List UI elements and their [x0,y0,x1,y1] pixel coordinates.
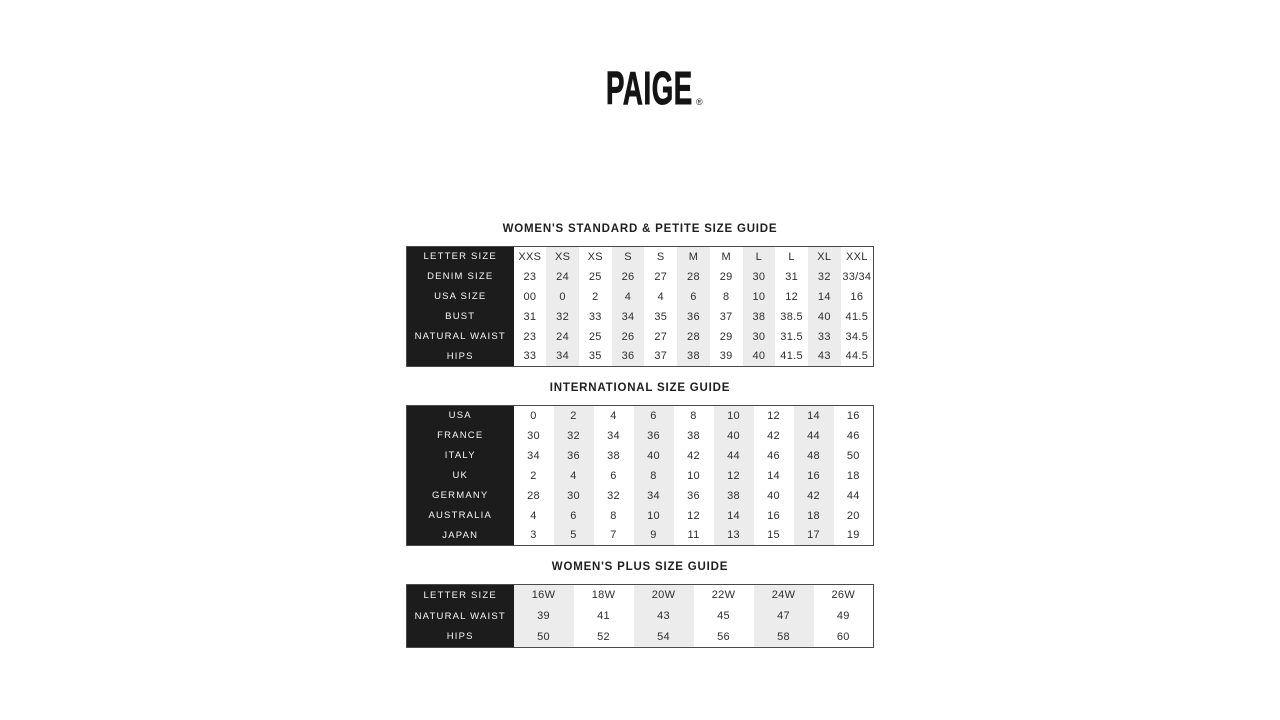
size-value-cell: 38.5 [780,310,803,323]
size-value-cell: 7 [610,529,617,542]
size-value-cell: 4 [610,409,617,422]
size-value-cell: 8 [690,409,697,422]
size-value-cell: 16 [846,409,860,422]
size-value-cell: 12 [687,509,700,522]
size-value-cell: 36 [687,489,700,502]
size-value-cell: 3 [530,529,537,542]
size-value-cell: 37 [719,310,733,323]
size-value-cell: 25 [588,270,602,283]
size-value-cell: 10 [743,287,776,307]
size-value-cell: 37 [654,350,668,363]
size-value-cell: 11 [687,529,700,542]
row-label: LETTER SIZE [407,585,514,606]
size-value-cell: 43 [808,347,841,367]
size-value-cell: 44 [846,489,860,502]
table-row [407,327,874,347]
size-value-cell: 47 [754,606,814,627]
size-value-cell: 36 [554,446,594,466]
size-value-cell: 40 [808,307,841,327]
size-value-cell: 46 [846,429,860,442]
size-value-cell: 20W [634,585,694,606]
size-guide-content [406,222,874,648]
size-value-cell: 34 [612,307,645,327]
size-value-cell: 16 [850,290,864,303]
size-value-cell: 26 [612,267,645,287]
size-value-cell: 8 [634,466,674,486]
size-value-cell: M [721,250,731,263]
size-value-cell: 20 [846,509,860,522]
size-value-cell: 36 [612,347,645,367]
size-value-cell: 4 [530,509,537,522]
size-value-cell: 43 [634,606,694,627]
size-value-cell: XXS [518,250,542,263]
size-value-cell: 45 [717,610,730,622]
size-value-cell: 40 [767,489,780,502]
standard-petite-size-table [406,246,874,367]
row-label: FRANCE [407,426,514,446]
registered-trademark-icon: ® [696,97,703,107]
size-value-cell: 38 [607,449,620,462]
size-value-cell: 14 [767,469,780,482]
size-value-cell: 00 [523,290,537,303]
size-value-cell: 2 [554,406,594,426]
size-value-cell: XL [808,247,841,267]
size-value-cell: 38 [714,486,754,506]
size-value-cell: 32 [607,489,620,502]
size-value-cell: 18W [591,589,616,602]
size-value-cell: 33 [808,327,841,347]
row-label: ITALY [407,446,514,466]
size-value-cell: 30 [743,327,776,347]
size-value-cell: 33 [588,310,602,323]
size-value-cell: 44 [714,446,754,466]
size-value-cell: 16 [767,509,780,522]
size-value-cell: 14 [794,406,834,426]
row-label: UK [407,466,514,486]
size-value-cell: 32 [546,307,579,327]
international-size-guide-title: INTERNATIONAL SIZE GUIDE [549,382,731,394]
size-value-cell: XS [587,250,603,263]
size-value-cell: 34 [607,429,620,442]
plus-size-guide-title: WOMEN'S PLUS SIZE GUIDE [551,561,729,573]
size-value-cell: 32 [808,267,841,287]
size-value-cell: 38 [743,307,776,327]
row-label: HIPS [407,347,514,367]
size-value-cell: 39 [719,350,733,363]
size-value-cell: 12 [767,409,780,422]
size-value-cell: 42 [687,449,700,462]
size-value-cell: 41.5 [845,310,869,323]
size-value-cell: 9 [634,526,674,546]
size-value-cell: 33 [523,350,537,363]
size-value-cell: 0 [530,409,537,422]
size-value-cell: 12 [714,466,754,486]
size-value-cell: 24W [754,585,814,606]
size-value-cell: 2 [530,469,537,482]
size-value-cell: 36 [677,307,710,327]
size-value-cell: 19 [846,529,860,542]
size-value-cell: 16 [794,466,834,486]
size-value-cell: 10 [634,506,674,526]
size-value-cell: 26 [612,327,645,347]
size-value-cell: 10 [687,469,700,482]
size-value-cell: 28 [677,327,710,347]
size-value-cell: 54 [634,627,694,648]
size-value-cell: 14 [714,506,754,526]
size-value-cell: 6 [610,469,617,482]
row-label: AUSTRALIA [407,506,514,526]
table-row [407,426,874,446]
size-value-cell: 39 [514,606,574,627]
table-row [407,627,874,648]
size-value-cell: 27 [654,270,668,283]
size-value-cell: 8 [610,509,617,522]
size-value-cell: 32 [554,426,594,446]
size-value-cell: 38 [677,347,710,367]
plus-size-table [406,584,874,648]
size-value-cell: 48 [794,446,834,466]
size-value-cell: 4 [657,290,664,303]
size-value-cell: XXL [845,250,868,263]
table-row [407,466,874,486]
table-row [407,307,874,327]
size-value-cell: 23 [523,270,537,283]
row-label: NATURAL WAIST [407,606,514,627]
size-value-cell: S [656,250,665,263]
size-value-cell: 60 [836,630,850,643]
size-value-cell: 24 [546,327,579,347]
size-value-cell: 58 [754,627,814,648]
size-value-cell: XS [546,247,579,267]
size-value-cell: 4 [612,287,645,307]
size-value-cell: 34 [527,449,540,462]
size-value-cell: 18 [794,506,834,526]
size-value-cell: 6 [554,506,594,526]
size-value-cell: 27 [654,330,668,343]
row-label: USA SIZE [407,287,514,307]
row-label: GERMANY [407,486,514,506]
size-value-cell: 30 [743,267,776,287]
table-row [407,267,874,287]
table-row [407,585,874,606]
table-row [407,406,874,426]
size-value-cell: 31.5 [780,330,803,343]
size-value-cell: 30 [527,429,540,442]
size-value-cell: 34 [546,347,579,367]
size-value-cell: 30 [554,486,594,506]
size-value-cell: 49 [836,610,850,622]
size-value-cell: 10 [714,406,754,426]
size-value-cell: 31 [523,310,537,323]
size-value-cell: 29 [719,270,733,283]
size-value-cell: 14 [808,287,841,307]
size-value-cell: 6 [677,287,710,307]
row-label: JAPAN [407,526,514,546]
size-value-cell: 15 [767,529,780,542]
size-value-cell: L [788,250,795,263]
size-value-cell: 28 [677,267,710,287]
size-value-cell: 12 [785,290,799,303]
size-value-cell: 6 [634,406,674,426]
row-label: LETTER SIZE [407,247,514,267]
international-size-table [406,405,874,546]
size-value-cell: 46 [767,449,780,462]
size-value-cell: 35 [588,350,602,363]
size-value-cell: 18 [846,469,860,482]
size-value-cell: 25 [588,330,602,343]
size-value-cell: 33/34 [842,270,872,283]
table-row [407,506,874,526]
size-value-cell: 41.5 [780,350,803,363]
size-value-cell: 38 [687,429,700,442]
table-row [407,287,874,307]
table-row [407,486,874,506]
size-value-cell: 22W [711,589,736,602]
size-value-cell: 35 [654,310,668,323]
row-label: DENIM SIZE [407,267,514,287]
size-value-cell: 17 [794,526,834,546]
size-value-cell: 5 [554,526,594,546]
size-value-cell: 8 [722,290,730,303]
table-row [407,446,874,466]
size-value-cell: 44 [794,426,834,446]
row-label: BUST [407,307,514,327]
size-value-cell: 56 [717,630,730,643]
paige-logo [0,62,1280,115]
size-value-cell: 16W [514,585,574,606]
size-value-cell: 52 [597,630,610,643]
table-row [407,347,874,367]
size-value-cell: 34.5 [845,330,869,343]
row-label: NATURAL WAIST [407,327,514,347]
size-value-cell: 41 [597,610,610,622]
size-value-cell: M [677,247,710,267]
table-row [407,606,874,627]
size-value-cell: 13 [714,526,754,546]
size-value-cell: 2 [592,290,599,303]
standard-petite-size-guide-title: WOMEN'S STANDARD & PETITE SIZE GUIDE [502,223,778,235]
size-value-cell: 50 [846,449,860,462]
size-value-cell: 26W [831,589,856,602]
size-value-cell: 40 [743,347,776,367]
size-value-cell: 24 [546,267,579,287]
size-value-cell: 34 [634,486,674,506]
size-value-cell: 28 [527,489,540,502]
size-value-cell: 50 [514,627,574,648]
size-value-cell: 29 [719,330,733,343]
size-value-cell: 0 [546,287,579,307]
paige-logo-text: PAIGE [606,62,694,115]
row-label: HIPS [407,627,514,648]
row-label: USA [407,406,514,426]
size-value-cell: 23 [523,330,537,343]
size-value-cell: 40 [714,426,754,446]
size-value-cell: 40 [634,446,674,466]
size-value-cell: 36 [634,426,674,446]
size-value-cell: 31 [785,270,799,283]
size-value-cell: 4 [554,466,594,486]
size-value-cell: 42 [767,429,780,442]
size-value-cell: 44.5 [845,350,869,363]
size-value-cell: S [612,247,645,267]
table-row [407,526,874,546]
size-value-cell: L [743,247,776,267]
size-value-cell: 42 [794,486,834,506]
table-row [407,247,874,267]
